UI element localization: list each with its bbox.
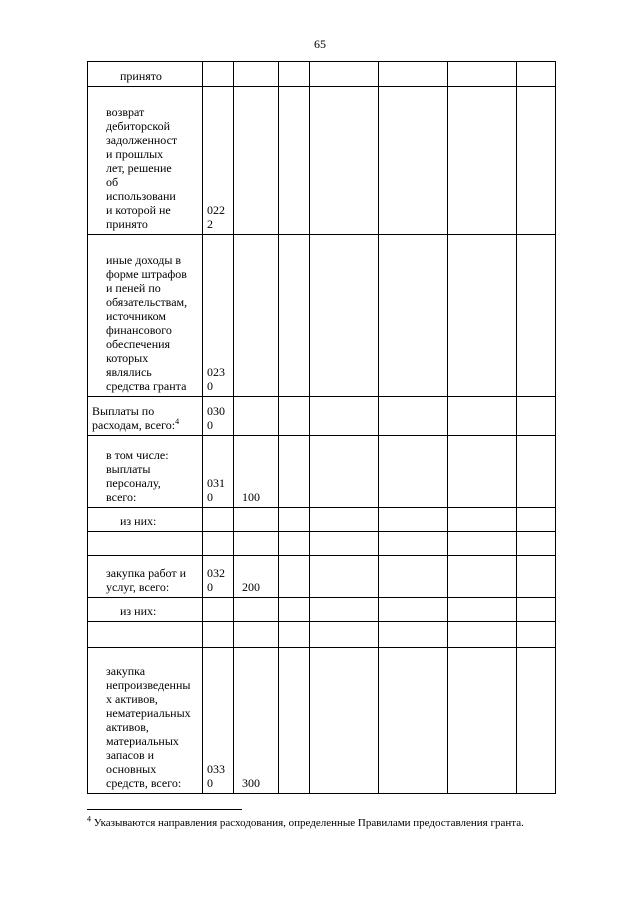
cell-line-code xyxy=(203,598,234,622)
cell-indicator-name xyxy=(88,62,203,87)
cell-empty xyxy=(517,622,556,648)
cell-empty xyxy=(310,62,379,87)
cell-empty xyxy=(310,397,379,436)
cell-empty xyxy=(379,556,448,598)
cell-empty xyxy=(279,648,310,794)
cell-indicator-name xyxy=(88,622,203,648)
classification-code-text: 100 xyxy=(242,490,260,504)
cell-empty xyxy=(279,508,310,532)
cell-empty xyxy=(448,556,517,598)
cell-line-code xyxy=(203,556,234,598)
cell-classification-code xyxy=(234,648,279,794)
cell-empty xyxy=(310,235,379,397)
cell-empty xyxy=(379,622,448,648)
table-row xyxy=(88,622,556,648)
cell-empty xyxy=(517,235,556,397)
cell-empty xyxy=(517,648,556,794)
line-code-text: 032 0 xyxy=(207,566,225,594)
cell-empty xyxy=(517,436,556,508)
page-number: 65 xyxy=(314,37,326,51)
cell-empty xyxy=(448,648,517,794)
cell-indicator-name xyxy=(88,87,203,235)
cell-classification-code xyxy=(234,508,279,532)
cell-empty xyxy=(310,508,379,532)
cell-empty xyxy=(379,397,448,436)
footnote-text: Указываются направления расходования, определенные Правилами предоставления гранта. xyxy=(91,817,524,829)
cell-empty xyxy=(517,532,556,556)
cell-empty xyxy=(448,622,517,648)
line-code-text: 030 0 xyxy=(207,404,225,432)
cell-empty xyxy=(310,87,379,235)
cell-empty xyxy=(379,235,448,397)
footnote-ref: 4 xyxy=(175,417,180,426)
cell-empty xyxy=(517,87,556,235)
cell-line-code xyxy=(203,87,234,235)
cell-empty xyxy=(279,532,310,556)
cell-empty xyxy=(279,397,310,436)
cell-classification-code xyxy=(234,235,279,397)
cell-classification-code xyxy=(234,622,279,648)
cell-empty xyxy=(310,556,379,598)
line-code-text: 023 0 xyxy=(207,365,225,393)
cell-classification-code xyxy=(234,532,279,556)
cell-line-code xyxy=(203,508,234,532)
indicator-name-text: возврат дебиторской задолженност и прошлых лет, решение об использовани и которой не принято xyxy=(106,105,178,231)
indicator-name-text: принято xyxy=(120,69,162,83)
cell-line-code xyxy=(203,62,234,87)
footnote xyxy=(87,814,587,830)
table-row xyxy=(88,62,556,87)
cell-empty xyxy=(279,556,310,598)
cell-empty xyxy=(379,87,448,235)
cell-empty xyxy=(279,87,310,235)
cell-empty xyxy=(379,436,448,508)
cell-classification-code xyxy=(234,598,279,622)
classification-code-text: 200 xyxy=(242,580,260,594)
cell-empty xyxy=(448,87,517,235)
table-row xyxy=(88,235,556,397)
cell-empty xyxy=(448,532,517,556)
table-row xyxy=(88,397,556,436)
line-code-text: 022 2 xyxy=(207,203,225,231)
indicator-name-text: из них: xyxy=(120,514,157,528)
cell-indicator-name xyxy=(88,648,203,794)
cell-line-code xyxy=(203,397,234,436)
cell-empty xyxy=(310,622,379,648)
grant-report-table xyxy=(87,61,556,794)
cell-empty xyxy=(310,648,379,794)
cell-empty xyxy=(517,556,556,598)
indicator-name-text: иные доходы в форме штрафов и пеней по обязательствам, источником финансового обеспечения которых являлись средства гранта xyxy=(106,253,188,393)
footnote-marker: 4 xyxy=(87,814,91,824)
indicator-name-text: закупка непроизведенны х активов, нематериальных активов, материальных запасов и основных средств, всего: xyxy=(106,664,191,790)
cell-empty xyxy=(379,532,448,556)
indicator-name-text: из них: xyxy=(120,604,157,618)
cell-line-code xyxy=(203,648,234,794)
cell-empty xyxy=(279,235,310,397)
cell-classification-code xyxy=(234,556,279,598)
indicator-name-text: закупка работ и услуг, всего: xyxy=(106,566,187,594)
classification-code-text: 300 xyxy=(242,776,260,790)
cell-empty xyxy=(310,598,379,622)
cell-empty xyxy=(279,598,310,622)
cell-classification-code xyxy=(234,87,279,235)
cell-empty xyxy=(279,622,310,648)
indicator-name-text: Выплаты по расходам, всего:$^4$ xyxy=(92,404,180,432)
cell-empty xyxy=(379,648,448,794)
cell-indicator-name xyxy=(88,598,203,622)
cell-empty xyxy=(279,62,310,87)
cell-indicator-name xyxy=(88,235,203,397)
cell-empty xyxy=(379,508,448,532)
table-row xyxy=(88,436,556,508)
cell-empty xyxy=(448,508,517,532)
cell-indicator-name xyxy=(88,508,203,532)
cell-empty xyxy=(310,532,379,556)
cell-empty xyxy=(517,397,556,436)
cell-empty xyxy=(448,598,517,622)
table-row xyxy=(88,598,556,622)
cell-empty xyxy=(517,508,556,532)
cell-indicator-name xyxy=(88,556,203,598)
cell-empty xyxy=(448,235,517,397)
cell-empty xyxy=(379,598,448,622)
cell-empty xyxy=(517,598,556,622)
cell-empty xyxy=(448,436,517,508)
cell-line-code xyxy=(203,235,234,397)
cell-indicator-name xyxy=(88,436,203,508)
footnote-separator xyxy=(87,809,242,810)
table-row xyxy=(88,87,556,235)
cell-classification-code xyxy=(234,397,279,436)
cell-empty xyxy=(448,62,517,87)
cell-line-code xyxy=(203,436,234,508)
cell-empty xyxy=(448,397,517,436)
line-code-text: 031 0 xyxy=(207,476,225,504)
indicator-name-text: в том числе: выплаты персоналу, всего: xyxy=(106,448,169,504)
table-row xyxy=(88,556,556,598)
cell-empty xyxy=(279,436,310,508)
cell-empty xyxy=(310,436,379,508)
cell-classification-code xyxy=(234,436,279,508)
cell-indicator-name xyxy=(88,532,203,556)
table-row xyxy=(88,648,556,794)
table-row xyxy=(88,508,556,532)
cell-classification-code xyxy=(234,62,279,87)
cell-empty xyxy=(517,62,556,87)
cell-empty xyxy=(379,62,448,87)
cell-line-code xyxy=(203,532,234,556)
cell-line-code xyxy=(203,622,234,648)
cell-indicator-name xyxy=(88,397,203,436)
line-code-text: 033 0 xyxy=(207,762,225,790)
table-row xyxy=(88,532,556,556)
